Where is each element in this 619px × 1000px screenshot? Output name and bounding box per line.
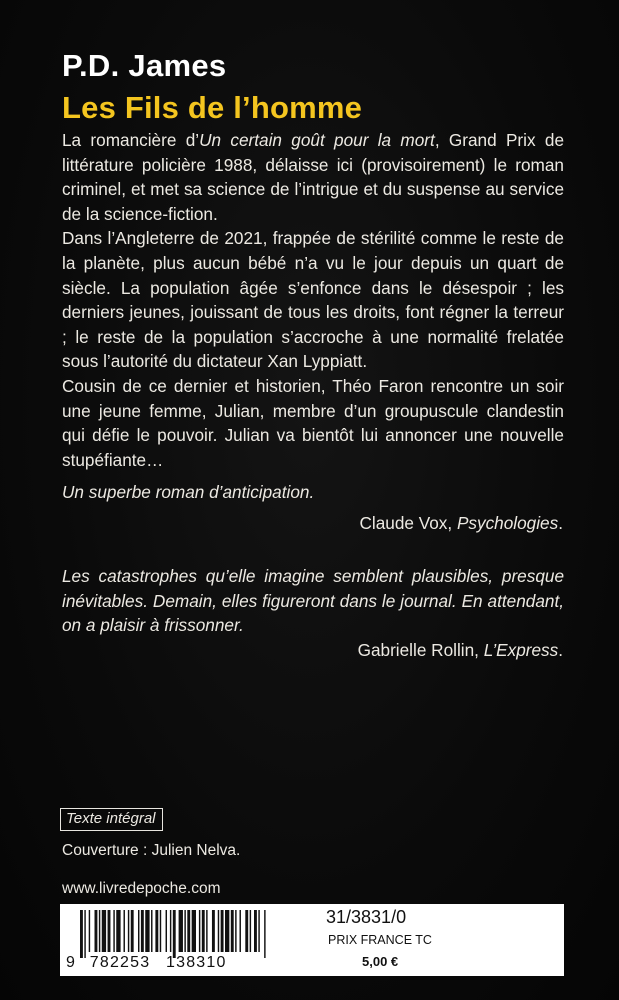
barcode-bar [116, 910, 120, 952]
price: 5,00 € [362, 954, 399, 969]
barcode-digits-right: 138310 [166, 954, 227, 971]
barcode-bar [84, 910, 85, 958]
barcode-bar [218, 910, 219, 952]
barcode-digits-left: 782253 [89, 954, 151, 971]
blurb-paragraph-3: Cousin de ce dernier et historien, Théo Faron rencontre un soir une jeune femme, Julian, membre d’un groupuscule clandestin qui défie le pouvoir. Julian va bientôt lui annoncer une nouvelle stupéfiante… [62, 375, 564, 470]
barcode-bar [151, 910, 152, 952]
barcode-bar [170, 910, 171, 952]
review-attribution-1 [359, 511, 563, 536]
barcode-bar [202, 910, 205, 952]
barcode-bar [245, 910, 248, 952]
barcode-bar [258, 910, 259, 952]
cover-credit: Couverture : Julien Nelva. [62, 842, 241, 859]
barcode-panel [60, 904, 564, 976]
barcode-bar [221, 910, 224, 952]
barcode-bar [179, 910, 183, 952]
barcode-bar [225, 910, 229, 952]
barcode-bar [160, 910, 161, 952]
website-link[interactable]: www.livredepoche.com [62, 880, 221, 897]
texte-integral-badge: Texte intégral [60, 808, 163, 831]
barcode-bar [89, 910, 90, 952]
barcode-bar [187, 910, 190, 952]
blurb [62, 128, 564, 472]
blurb-p1-text-b: , Grand Prix de littérature policière 1988, délaisse ici (provisoirement) le roman criminel, et met sa science de l’intrigue et du suspense au service de la science-fiction. [62, 130, 564, 224]
review-publication-2: L’Express [483, 640, 559, 660]
blurb-paragraph-2: Dans l’Angleterre de 2021, frappée de stérilité comme le reste de la planète, plus aucun bébé n’a vu le jour depuis un quart de siècle. La population âgée s’enfonce dans le désespoir ; les derniers jeunes, jouissant de tous les droits, font régner la terreur ; le reste de la population s’accroche à une normalité frelatée sous l’autorité du dictateur Xan Lyppiatt. [62, 228, 564, 372]
barcode-bar [128, 910, 129, 952]
barcode-bar [264, 910, 265, 958]
barcode-bar [235, 910, 236, 952]
barcode-bar [192, 910, 196, 952]
barcode-bar [155, 910, 158, 952]
barcode-bar [131, 910, 134, 952]
barcode-bar [166, 910, 167, 952]
barcode-bar [199, 910, 200, 952]
barcode-bar [108, 910, 111, 952]
barcode-bar [212, 910, 215, 952]
barcode-digit-first: 9 [66, 954, 77, 971]
barcode-bar [206, 910, 207, 952]
review-quote-1: Un superbe roman d’anticipation. [62, 482, 315, 502]
barcode-bars [80, 910, 310, 958]
barcode-bar [173, 910, 176, 958]
prix-label: PRIX FRANCE TC [328, 933, 432, 947]
barcode-bar [124, 910, 125, 952]
blurb-p1-book-reference: Un certain goût pour la mort [199, 130, 435, 150]
review-attribution-2 [358, 638, 563, 663]
barcode-bar [95, 910, 98, 952]
catalog-code: 31/3831/0 [326, 907, 407, 927]
barcode-bar [80, 910, 83, 958]
review-end-1: . [558, 513, 563, 533]
barcode-bar [254, 910, 257, 952]
review-critic-1: Claude Vox, [359, 513, 457, 533]
barcode-bar [99, 910, 100, 952]
barcode-bar [240, 910, 241, 952]
barcode-bar [113, 910, 114, 952]
barcode-bar [231, 910, 234, 952]
barcode-bar [184, 910, 185, 952]
blurb-paragraph-1 [62, 128, 564, 226]
blurb-p1-text-a: La romancière d’ [62, 130, 200, 150]
review-critic-2: Gabrielle Rollin, [357, 640, 484, 660]
review-end-2: . [558, 640, 563, 660]
review-quote-2: Les catastrophes qu’elle imagine semblent plausibles, presque inévitables. Demain, elles figureront dans le journal. En attendant, on a plaisir à frissonner. [62, 566, 564, 636]
barcode-bar [250, 910, 251, 952]
barcode-digits [66, 954, 227, 972]
barcode-bar [138, 910, 139, 952]
barcode-bar [102, 910, 106, 952]
book-title: Les Fils de l’homme [62, 90, 363, 125]
review-publication-1: Psychologies [456, 513, 559, 533]
barcode-bar [141, 910, 144, 952]
author-name: P.D. James [62, 48, 227, 83]
barcode-bar [145, 910, 149, 952]
